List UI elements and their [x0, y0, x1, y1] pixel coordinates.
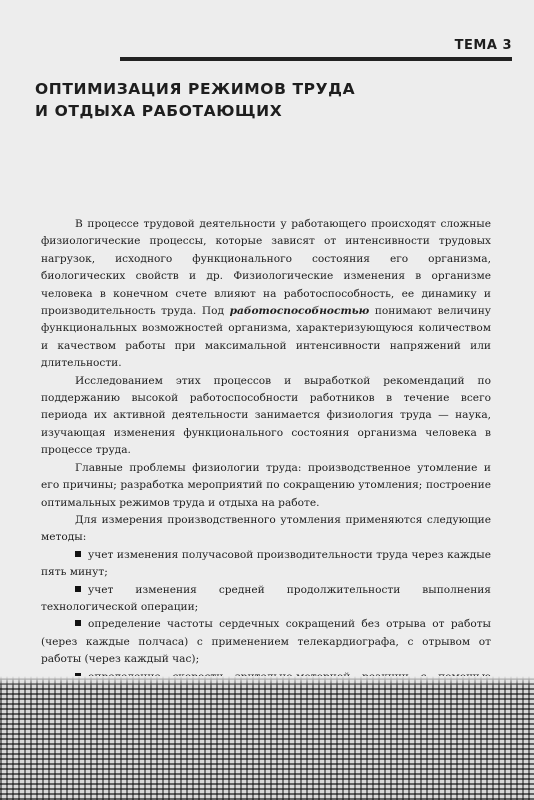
chapter-label: ТЕМА 3 [454, 38, 512, 53]
paragraph-1-text-a: В процессе трудовой деятельности у работающего происходят сложные физиологические процессы, которые зависят от интенсивности трудовых нагрузок, исходного функционального состояния его организма, биологических свойств и др. Физиологические изменения в организме человека в конечном счете влияют на работоспособность, ее динамику и производительность труда. Под [41, 218, 491, 318]
bullet-square-icon [75, 551, 81, 557]
page-title [35, 78, 355, 122]
scan-noise-area [0, 676, 534, 800]
title-line-1: ОПТИМИЗАЦИЯ РЕЖИМОВ ТРУДА [35, 80, 356, 98]
list-item [41, 582, 491, 617]
paragraph-4: Для измерения производственного утомления применяются следующие методы: [41, 513, 491, 544]
paragraph-2: Исследованием этих процессов и выработкой рекомендаций по поддержанию высокой работоспособности работников в течение всего периода их активной деятельности занимается физиология труда — наука, изучающая изменения функционального состояния организма человека в процессе труда. [41, 374, 491, 457]
list-item [41, 616, 491, 668]
bullet-square-icon [75, 620, 81, 626]
paragraph-1-text-b: понимают величину функциональных возможностей организма, характеризующуюся количеством и качеством работы при максимальной интенсивности напряжений или длительности. [41, 305, 491, 370]
paragraph-3: Главные проблемы физиологии труда: производственное утомление и его причины; разработка мероприятий по сокращению утомления; построение оптимальных режимов труда и отдыха на работе. [41, 461, 491, 509]
list-item-text: определение частоты сердечных сокращений без отрыва от работы (через каждые полчаса) с применением телекардиографа, с отрывом от работы (через каждый час); [41, 618, 491, 666]
header-rule [120, 57, 512, 61]
title-line-2: И ОТДЫХА РАБОТАЮЩИХ [35, 102, 283, 120]
list-item-text: учет изменения средней продолжительности выполнения технологической операции; [41, 583, 491, 613]
list-item [41, 547, 491, 582]
paragraph-1 [41, 216, 491, 373]
bullet-square-icon [75, 586, 81, 592]
body-text [41, 216, 491, 703]
scan-noise-fade [0, 676, 534, 686]
list-item-text: учет изменения получасовой производительности труда через каждые пять минут; [41, 548, 491, 579]
term-work-capacity: работоспособностью [229, 305, 370, 318]
